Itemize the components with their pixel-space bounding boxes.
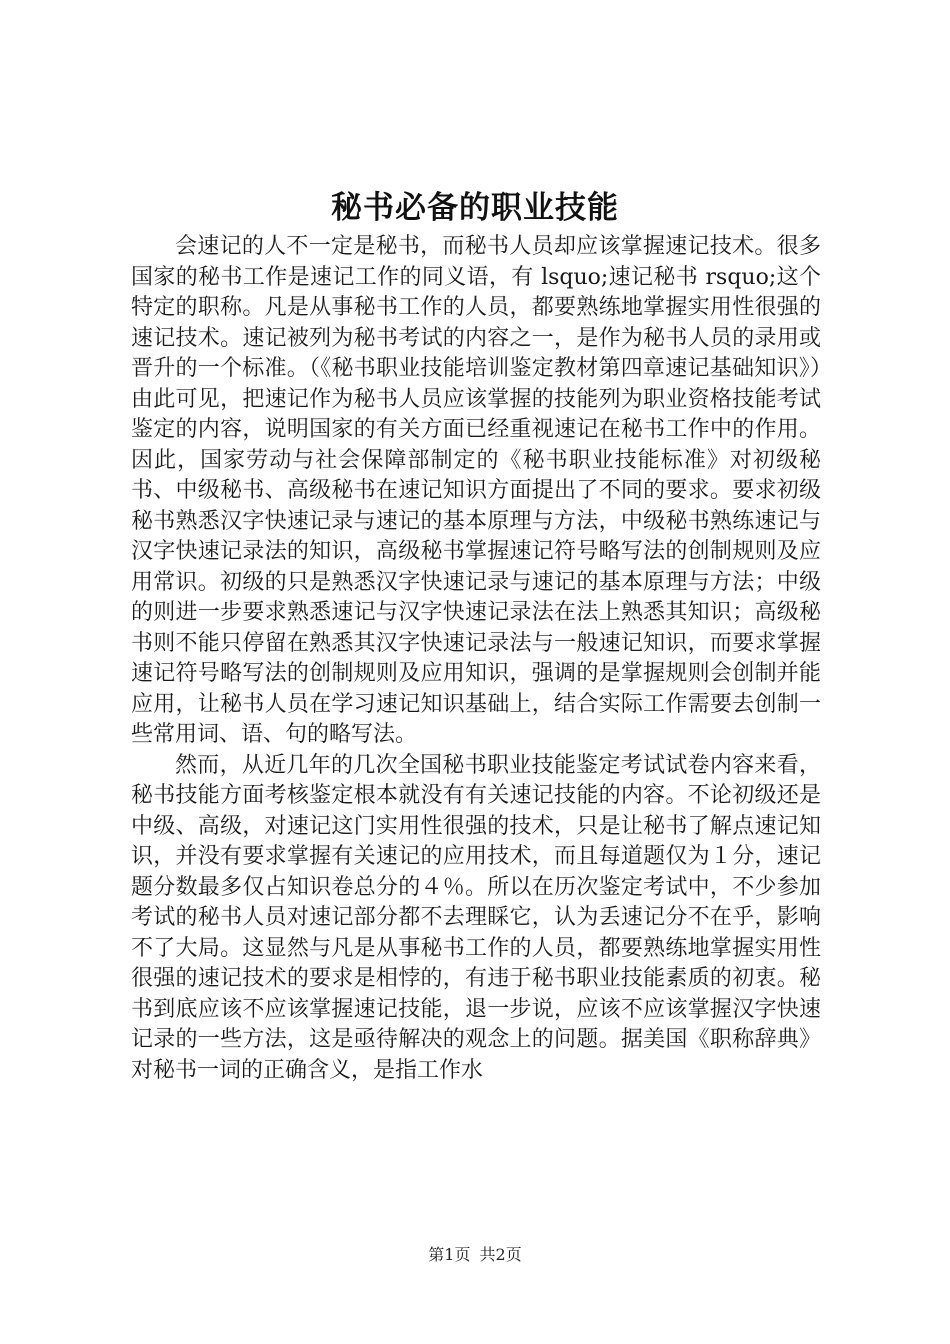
page-number: 第1页 xyxy=(428,1245,471,1264)
document-body xyxy=(131,232,821,1086)
paragraph: 然而，从近几年的几次全国秘书职业技能鉴定考试试卷内容来看，秘书技能方面考核鉴定根本就没有有关速记技能的内容。不论初级还是中级、高级，对速记这门实用性很强的技术，只是让秘书了解点速记知识，并没有要求掌握有关速记的应用技术，而且每道题仅为１分，速记题分数最多仅占知识卷总分的４％。所以在历次鉴定考试中，不少参加考试的秘书人员对速记部分都不去理睬它，认为丢速记分不在乎，影响不了大局。这显然与凡是从事秘书工作的人员，都要熟练地掌握实用性很强的速记技术的要求是相悖的，有违于秘书职业技能素质的初衷。秘书到底应该不应该掌握速记技能，退一步说，应该不应该掌握汉字快速记录的一些方法，这是亟待解决的观念上的问题。据美国《职称辞典》对秘书一词的正确含义，是指工作水 xyxy=(131,752,821,1083)
page-footer xyxy=(0,1244,950,1266)
paragraph: 会速记的人不一定是秘书，而秘书人员却应该掌握速记技术。很多国家的秘书工作是速记工作的同义语，有 lsquo;速记秘书 rsquo;这个特定的职称。凡是从事秘书工作的人员，都要熟练地掌握实用性很强的速记技术。速记被列为秘书考试的内容之一，是作为秘书人员的录用或晋升的一个标准。（《秘书职业技能培训鉴定教材第四章速记基础知识》）由此可见，把速记作为秘书人员应该掌握的技能列为职业资格技能考试鉴定的内容，说明国家的有关方面已经重视速记在秘书工作中的作用。因此，国家劳动与社会保障部制定的《秘书职业技能标准》对初级秘书、中级秘书、高级秘书在速记知识方面提出了不同的要求。要求初级秘书熟悉汉字快速记录与速记的基本原理与方法，中级秘书熟练速记与汉字快速记录法的知识，高级秘书掌握速记符号略写法的创制规则及应用常识。初级的只是熟悉汉字快速记录与速记的基本原理与方法；中级的则进一步要求熟悉速记与汉字快速记录法在法上熟悉其知识；高级秘书则不能只停留在熟悉其汉字快速记录法与一般速记知识，而要求掌握速记符号略写法的创制规则及应用知识，强调的是掌握规则会创制并能应用，让秘书人员在学习速记知识基础上，结合实际工作需要去创制一些常用词、语、句的略写法。 xyxy=(131,234,821,747)
document-title: 秘书必备的职业技能 xyxy=(331,190,619,226)
page-total: 共2页 xyxy=(479,1245,522,1264)
